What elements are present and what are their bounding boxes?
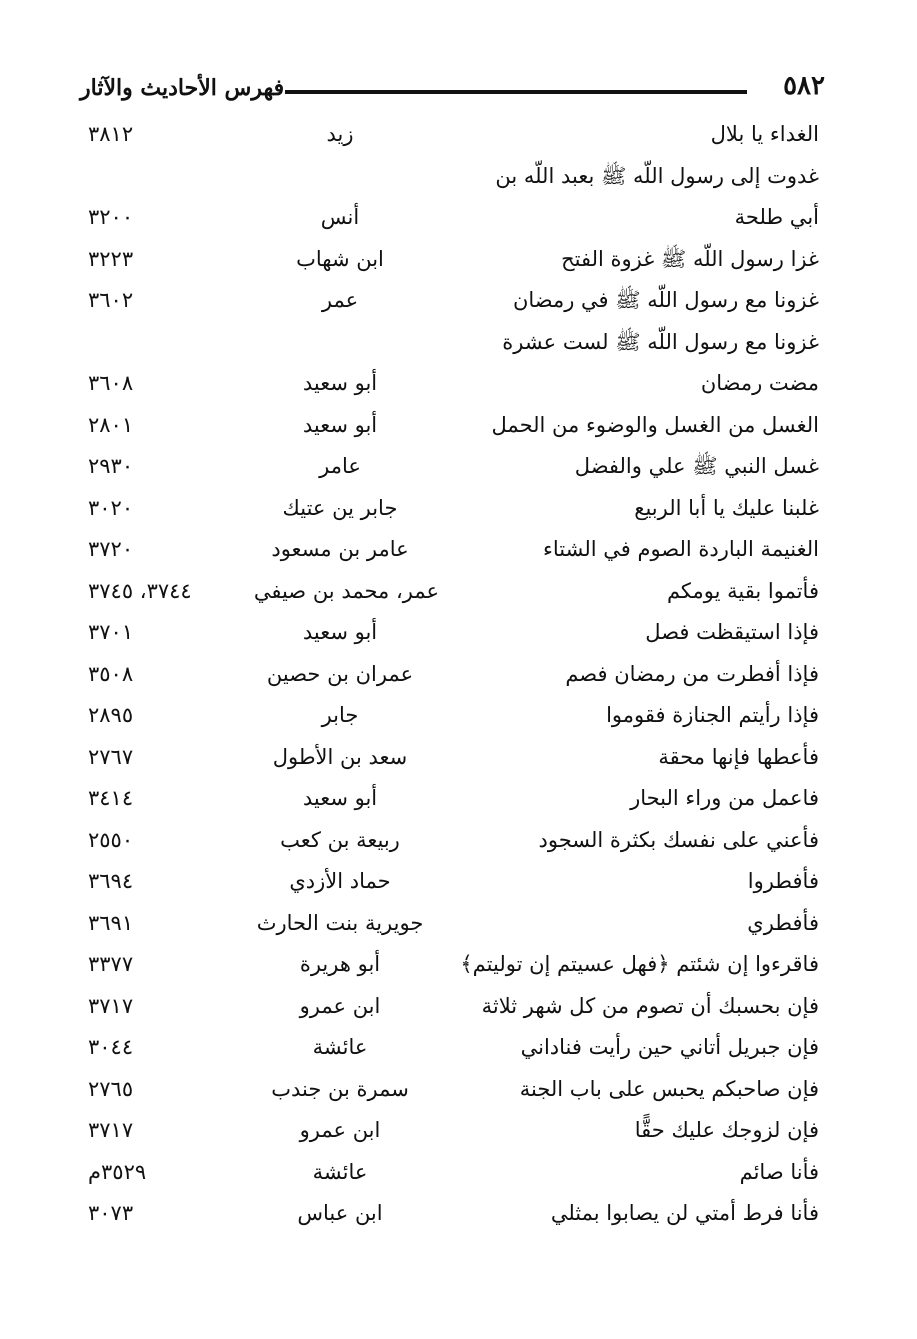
hadith-number: ٣٦٩٤: [88, 869, 134, 893]
narrator-name: أبو سعيد: [302, 371, 378, 395]
hadith-text: مضت رمضان: [700, 371, 819, 395]
narrator-name: ربيعة بن كعب: [280, 827, 400, 852]
hadith-text: غزونا مع رسول اللّه ﷺ لست عشرة: [502, 329, 819, 354]
hadith-number: ٢٨٠١: [88, 412, 134, 437]
hadith-number: ٣٦٩١: [88, 910, 134, 935]
hadith-number: ٣٣٧٧: [88, 952, 134, 976]
index-entry: [0, 363, 917, 405]
index-entry: [0, 944, 917, 986]
index-entry: [0, 612, 917, 654]
hadith-text: فإن لزوجك عليك حقًّا: [634, 1118, 819, 1142]
index-entry: [0, 488, 917, 530]
hadith-text: فاقرءوا إن شئتم ﴿فهل عسيتم إن توليتم﴾: [460, 952, 819, 976]
narrator-name: حماد الأزدي: [289, 869, 391, 893]
hadith-text: فأعطها فإنها محقة: [658, 744, 819, 769]
narrator-name: ابن عمرو: [299, 1118, 381, 1142]
index-entry: [0, 571, 917, 613]
hadith-text: فأتموا بقية يومكم: [666, 578, 819, 603]
hadith-number: ٣٥٠٨: [88, 661, 134, 686]
index-entry: [0, 529, 917, 571]
hadith-text: فأفطري: [747, 910, 819, 935]
hadith-index-list: [0, 114, 917, 1235]
narrator-name: عامر بن مسعود: [271, 537, 409, 561]
narrator-name: سعد بن الأطول: [272, 744, 408, 769]
hadith-number: ٢٥٥٠: [88, 827, 134, 852]
index-entry: [0, 156, 917, 198]
index-entry: [0, 654, 917, 696]
narrator-name: عمر: [321, 288, 359, 312]
page-header: [80, 66, 825, 110]
index-entry: [0, 114, 917, 156]
hadith-text: فإن جبريل أتاني حين رأيت فناداني: [520, 1035, 819, 1059]
narrator-name: ابن شهاب: [296, 246, 384, 271]
hadith-text: الغنيمة الباردة الصوم في الشتاء: [542, 537, 819, 561]
narrator-name: أبو سعيد: [302, 620, 378, 644]
narrator-name: جابر: [321, 703, 359, 727]
index-entry: [0, 1152, 917, 1194]
narrator-name: عامر: [319, 454, 361, 478]
narrator-name: أبو هريرة: [299, 952, 381, 976]
hadith-text: أبي طلحة: [734, 205, 819, 229]
hadith-number: ٣٧٢٠: [88, 537, 134, 561]
index-entry: [0, 1027, 917, 1069]
hadith-text: غسل النبي ﷺ علي والفضل: [574, 454, 819, 478]
narrator-name: جويرية بنت الحارث: [256, 910, 424, 935]
narrator-name: عائشة: [312, 1159, 368, 1184]
narrator-name: سمرة بن جندب: [271, 1076, 409, 1101]
hadith-text: فأعني على نفسك بكثرة السجود: [538, 827, 819, 852]
index-entry: [0, 820, 917, 862]
hadith-text: فاعمل من وراء البحار: [630, 786, 819, 810]
hadith-text: فإن بحسبك أن تصوم من كل شهر ثلاثة: [481, 993, 819, 1018]
hadith-text: غزا رسول اللّه ﷺ غزوة الفتح: [561, 246, 819, 271]
index-entry: [0, 280, 917, 322]
hadith-text: فأنا فرط أمتي لن يصابوا بمثلي: [550, 1201, 819, 1225]
index-entry: [0, 1069, 917, 1111]
hadith-number: ٣٠٤٤: [88, 1035, 134, 1059]
narrator-name: عمران بن حصين: [266, 661, 414, 686]
hadith-number: ٢٧٦٧: [88, 744, 134, 769]
hadith-number: ٣٧١٧: [88, 1118, 134, 1142]
hadith-number: ٣٧٤٤، ٣٧٤٥: [88, 578, 192, 603]
index-entry: [0, 695, 917, 737]
hadith-text: فإن صاحبكم يحبس على باب الجنة: [519, 1076, 819, 1101]
hadith-number: ٣٧٠١: [88, 620, 134, 644]
index-entry: [0, 446, 917, 488]
narrator-name: جابر ين عتيك: [282, 495, 398, 520]
narrator-name: أبو سعيد: [302, 412, 378, 437]
hadith-number: ٣٢٢٣: [88, 246, 134, 271]
index-entry: [0, 737, 917, 779]
page-number: ٥٨٢: [783, 71, 825, 101]
hadith-number: ٢٩٣٠: [88, 454, 134, 478]
hadith-number: ٣٦٠٢: [88, 288, 134, 312]
narrator-name: عائشة: [312, 1035, 368, 1059]
hadith-number: ٢٨٩٥: [88, 703, 134, 727]
hadith-number: ٣٨١٢: [88, 122, 134, 146]
hadith-text: غلبنا عليك يا أبا الربيع: [634, 495, 819, 520]
hadith-number: ٣٠٢٠: [88, 495, 134, 520]
index-entry: [0, 861, 917, 903]
hadith-text: غدوت إلى رسول اللّه ﷺ بعبد اللّه بن: [495, 163, 819, 188]
hadith-number: ٣٥٢٩م: [88, 1159, 147, 1184]
index-entry: [0, 239, 917, 281]
hadith-text: فأفطروا: [747, 869, 819, 893]
hadith-text: غزونا مع رسول اللّه ﷺ في رمضان: [512, 288, 819, 312]
index-entry: [0, 986, 917, 1028]
hadith-number: ٣٤١٤: [88, 786, 134, 810]
narrator-name: أبو سعيد: [302, 786, 378, 810]
hadith-number: ٢٧٦٥: [88, 1076, 134, 1101]
hadith-text: الغداء يا بلال: [710, 122, 819, 146]
hadith-number: ٣٧١٧: [88, 993, 134, 1018]
running-title: فهرس الأحاديث والآثار: [80, 75, 285, 101]
hadith-number: ٣٢٠٠: [88, 205, 134, 229]
hadith-number: ٣٠٧٣: [88, 1201, 134, 1225]
hadith-text: فأنا صائم: [739, 1159, 819, 1184]
hadith-text: فإذا استيقظت فصل: [645, 620, 819, 644]
index-entry: [0, 405, 917, 447]
hadith-text: فإذا رأيتم الجنازة فقوموا: [606, 703, 819, 727]
header-rule: [285, 90, 747, 94]
hadith-number: ٣٦٠٨: [88, 371, 134, 395]
index-entry: [0, 1110, 917, 1152]
narrator-name: زيد: [326, 122, 354, 146]
index-entry: [0, 903, 917, 945]
hadith-text: الغسل من الغسل والوضوء من الحمل: [491, 412, 819, 437]
index-entry: [0, 778, 917, 820]
narrator-name: أنس: [320, 205, 360, 229]
index-entry: [0, 322, 917, 364]
index-entry: [0, 197, 917, 239]
narrator-name: عمر، محمد بن صيفي: [253, 578, 439, 603]
narrator-name: ابن عمرو: [299, 993, 381, 1018]
narrator-name: ابن عباس: [297, 1201, 383, 1225]
index-entry: [0, 1193, 917, 1235]
hadith-text: فإذا أفطرت من رمضان فصم: [565, 661, 819, 686]
